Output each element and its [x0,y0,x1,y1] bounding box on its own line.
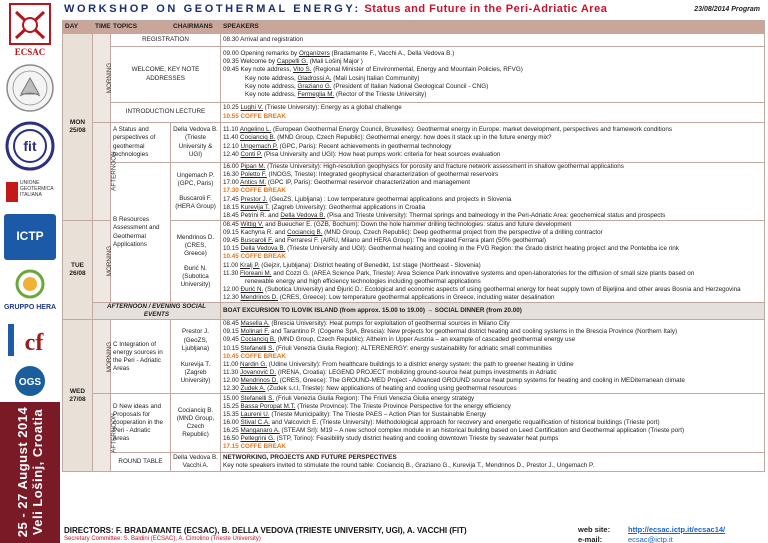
banner-place: Veli Lošinj, Croatia [30,408,45,536]
speaker-line [223,179,762,187]
title-main: WORKSHOP ON GEOTHERMAL ENERGY: [64,3,361,15]
speaker-text: 09.15 Kachyna R. and [223,229,288,237]
speaker-line [223,171,762,179]
cf-logo-text: cf [24,330,44,356]
footer-directors: DIRECTORS: F. BRADAMANTE (ECSAC), B. DELLA VEDOVA (TRIESTE UNIVERSITY, UGI), A. VACCHI (FIT) [64,526,467,535]
speaker-text: 09.45 [223,336,241,344]
session-c-chair-1: Prestor J. (GeoZS, Ljubljana) [181,328,210,352]
fit-logo-text: fit [23,138,37,154]
period-wed-afternoon [93,394,118,472]
speaker-text: and Ferraresi F. (AIRU, Milano and HERA Group): The integrated Ferrara plant (50% geothermal) [273,237,546,245]
session-b-chair-3: Mendrinos D. (CRES, Greece) [176,234,215,258]
coffee-break-line: 17.15 COFFE BREAK [223,443,286,451]
speaker-text: (Udine University): From healthcare buildings to a district energy system: the path to greener heating in Udine [267,360,574,368]
social-text [221,303,765,320]
header-time: TIME [93,21,111,34]
speaker-text: 11.30 [223,269,241,277]
speaker-text: (Brescia University): Heat pumps for exploitation of geothermal sources in Milano City [269,320,510,328]
speaker-text: 12.30 [223,293,241,301]
speaker-line [223,104,762,112]
speaker-line [223,134,762,142]
session-d-topic: D New ideas and Proposals for cooperation in the Peri - Adriatic Areas [111,394,171,453]
speaker-text: (IRENA, Croatia): LEGEND PROJECT mobilizing ground-source heat pumps investments in Adriatic [276,368,557,376]
speaker-text: 11.40 [223,134,241,142]
ugi-emblem-icon [4,178,56,208]
speaker-text: (Zudek s.r.l, Trieste): New applications of heating and cooling using geothermal resources [265,385,517,393]
coffee-break-line: 17.30 COFFE BREAK [223,187,286,195]
logo-column [0,0,60,543]
speaker-line [223,419,762,427]
speaker-line [223,345,762,353]
speaker-text: 15.25 [223,402,241,410]
speaker-name: Wittig V. [240,221,264,229]
coffee-break-line: 10.45 COFFE BREAK [223,253,286,261]
speaker-line [223,58,762,66]
speaker-text: 08.45 [223,221,241,229]
speaker-name: Organizers [298,50,330,58]
period-label: MORNING [106,341,114,372]
speaker-text: 12.00 [223,376,241,384]
speaker-text: (CRES, Greece): The GROUND-MED Project - Advanced GROUND source heat pump systems for heating and cooling in MEDiterranean climate [277,376,685,384]
session-c-topic: C Integration of energy sources in the Peri - Adriatic Areas [111,320,171,394]
speaker-line [223,395,762,403]
speaker-line [223,336,762,344]
day-wednesday [63,320,93,472]
speaker-line [223,229,762,237]
session-a-row [63,123,765,163]
speaker-text: Key note address, [245,74,298,82]
speaker-text: 18.15 [223,203,241,211]
speaker-name: Jovanović D. [240,368,277,376]
session-c-chairs [171,320,221,394]
speaker-name: Lughi V. [240,104,264,112]
speaker-text: and Tarantino P. (Cogeme SpA, Brescia): New projects for geothermal district heating and cooling systems in the Brescia Province (Northern Italy) [269,328,678,336]
day-tuesday-label: TUE 26/08 [69,262,86,278]
banner-text [15,407,45,537]
speaker-line [223,75,762,83]
speaker-line [223,66,762,74]
speaker-name: Poletto F. [240,171,267,179]
speaker-text: Key note address, [245,82,298,90]
day-monday [63,34,93,221]
speaker-text: Key note address, [245,90,298,98]
speaker-text: 09.15 [223,328,241,336]
hera-logo-text: GRUPPO HERA [4,304,56,311]
fit-emblem-icon [4,120,56,172]
period-mon-afternoon [93,123,118,221]
period-label: MORNING [106,246,114,277]
speaker-text: 09.35 Welcome by [223,58,277,66]
speaker-text: 12.30 [223,385,241,393]
speaker-line [223,91,762,99]
ogs-logo-text: OGS [18,377,42,388]
ictp-logo [4,214,56,260]
session-b-tue-chairs [171,221,221,303]
registration-line: 08.30 Arrival and registration [223,35,304,43]
speaker-line [223,245,762,253]
losinj-seal-logo [4,62,56,114]
ictp-logo-text: ICTP [16,229,44,243]
hera-emblem-icon [4,268,56,312]
speaker-text: (Mali Lošinj Major ) [307,58,363,66]
speaker-text: (Rector of the Trieste University) [334,90,427,98]
speaker-text: and Valcovich E. (Trieste University): Methodological approach for recovery and energetic requalification of historical buildings (Trieste port) [269,419,660,427]
roundtable-row [63,453,765,472]
speaker-name: Đurić N. [240,285,264,293]
speaker-text: (Subotica University) and Đjurić D.: Ecological and economic aspects of using geothermal energy for heat supply town of Bijeljina and other areas Bosnia and Herzegovina [263,285,741,293]
speaker-line [223,212,762,220]
social-label: AFTERNOON / EVENING SOCIAL EVENTS [93,303,221,320]
speaker-name: Antics M. [240,179,267,187]
header-speakers: SPEAKERS [221,21,765,34]
speaker-name: Mendrinos D. [240,293,278,301]
speaker-text: (Trieste Province): The Trieste Province Perspective for the energy efficiency [295,402,511,410]
speaker-text: 18.45 Petrini R. and [223,211,281,219]
speaker-text: 09.45 Key note address, [223,66,294,74]
speaker-text: 16.00 [223,163,241,171]
speaker-text: (Bradamante F., Vacchi A., Della Vedova B.) [329,50,455,58]
website-label: web site: [578,525,611,534]
speaker-name: Fermeglia M. [297,90,335,98]
session-a-topic: A Status and perspectives of geothermal technologies [111,123,171,163]
speaker-name: Stival C.A. [240,419,270,427]
ecsac-emblem-icon [4,2,56,58]
page-title [64,3,607,15]
intro-speakers [221,103,765,123]
speaker-text: 10.25 [223,104,241,112]
speaker-text: 16.00 [223,419,241,427]
welcome-topic-label: WELCOME, KEY NOTE ADDRESSES [131,66,200,82]
speaker-text: 12.40 [223,150,241,158]
speaker-text: 10.15 [223,344,241,352]
speaker-text: (European Geothermal Energy Council, Bruxelles): Geothermal energy in Europe: market development, perspectives and framework conditions [271,126,672,134]
speaker-text: (Trieste University and UGI): Geothermal heating and cooling in the FVG Region: the Grado district heating project and the Pontebba ice rink [285,245,679,253]
social-line: BOAT EXCURSION TO ILOVIK ISLAND (from approx. 15.00 to 19.00) → SOCIAL DINNER (from 20.00) [223,307,522,315]
speaker-name: Cocianciq B. [240,336,276,344]
speaker-text: and Bueucher E. (GZB, Bochum): Down the hole hammer drilling technologies: status and future development [263,221,572,229]
speaker-text: 11.00 [223,261,241,269]
welcome-topic [111,47,221,103]
seal-icon [4,62,56,114]
speaker-text: 16.50 [223,435,241,443]
speaker-name: Pipan M. [240,163,266,171]
speaker-name: Prestor J. [240,195,268,203]
session-c-row [63,320,765,394]
speaker-line [223,83,762,91]
speaker-text: 17.45 [223,195,241,203]
speaker-name: Angelino L. [239,126,272,134]
session-b-mon-speakers [221,163,765,221]
period-tue-morning [93,221,114,303]
speaker-text: (Friuli Venezia Giulia Region): ALTERENERGY: energy sustainability for adriatic small communities [274,344,552,352]
registration-row [63,34,765,47]
speaker-line [223,320,762,328]
speaker-text: (GPC, Paris): Recent achievements in geothermal technology [277,142,452,150]
period-label: MORNING [106,62,114,94]
speaker-line [223,328,762,336]
hera-logo [4,268,56,312]
ugi-logo-text: UNIONE GEOTERMICA ITALIANA [20,180,54,198]
speaker-text: (STP, Torino): Feasibility study district heating and cooling downtown Trieste by seawater heat pumps [274,435,559,443]
speaker-line [223,411,762,419]
speaker-text: (MND Group, Czech Republic): Deep geothermal project from the perspective of a drilling contractor [322,229,603,237]
event-banner [0,402,60,543]
session-c-speakers [221,320,765,394]
speaker-text: (MND Group, Czech Republic): Geothermal energy: how does it stack up in the future energy mix? [275,134,552,142]
roundtable-text [221,453,765,472]
day-monday-label: MON 25/08 [69,118,86,134]
registration-label: REGISTRATION [111,34,221,47]
speaker-text: (CRES, Greece): Low temperature geothermal applications in Greece, including water desalination [277,293,555,301]
roundtable-chair: Della Vedova B. Vacchi A. [171,453,221,472]
banner-dates: 25 - 27 August 2014 [15,406,30,538]
speaker-name: Molinari F. [240,328,270,336]
speaker-line [223,294,762,302]
speaker-text: (Pisa University and UGI): How heat pumps work: criteria for heat sources evaluation [262,150,501,158]
speaker-line [223,286,762,294]
speaker-text: (GeoZS, Ljubljana) : Low temperature geothermal applications and projects in Slovenia [267,195,512,203]
ogs-logo [4,364,56,398]
speaker-line: renewable energy and high efficiency technologies including geothermal applications [245,277,481,285]
speaker-name: Cocianciq B. [287,229,323,237]
speaker-line [223,361,762,369]
speaker-line [223,270,762,278]
coffee-break-line: 10.45 COFFE BREAK [223,352,286,360]
roundtable-topic: ROUND TABLE [111,453,171,472]
speaker-text: (Trieste Municipality): The Trieste PAES – Action Plan for Sustainable Energy [269,411,487,419]
speaker-text: (INOGS, Trieste): Integrated geophysical characterization of geothermal reservoirs [266,171,499,179]
speaker-text: 15.00 [223,394,241,402]
coffee-break-line: 10.55 COFFE BREAK [223,112,286,120]
roundtable-title: NETWORKING, PROJECTS AND FUTURE PERSPECTIVES [223,454,397,462]
session-b-topic: B Resources Assessment and Geothermal Applications [111,163,171,303]
email-link[interactable]: ecsac@ictp.it [628,535,673,543]
speaker-text: 08.45 [223,320,241,328]
header-row [63,21,765,34]
period-mon-morning [93,34,114,123]
footer-secretary: Secretary Committee: S. Baldini (ECSAC), A. Cimolino (Trieste University) [64,536,261,542]
period-label: AFTERNOON [110,412,118,453]
speaker-name: Graziano G. [297,82,332,90]
day-wednesday-label: WED 27/08 [69,387,86,403]
speaker-name: Gladrossi A. [297,74,332,82]
speaker-text: 16.25 [223,427,241,435]
speaker-text: (STEAM Srl): M19 – A new school complex module in an historical building based on Leed Certification and Geothermal application (Trieste port) [279,427,685,435]
session-c-chair-2: Kurevija T. (Zagreb University) [180,360,211,384]
program-date: 23/08/2014 Program [694,6,760,13]
speaker-name: Nardin G. [240,360,267,368]
intro-row [63,103,765,123]
speaker-text: (Trieste University): Energy as a global challenge [263,104,402,112]
session-a-speakers [221,123,765,163]
speaker-line [223,126,762,134]
speaker-text: 11.30 [223,368,241,376]
speaker-text: and Cozzi G. (AREA Science Park, Trieste): Area Science Park innovative systems and open-laboratories for the diffusion of small size plants based on [271,269,695,277]
speaker-line [223,385,762,393]
speaker-name: Buscaroli F. [240,237,274,245]
intro-topic [111,103,221,123]
speaker-text: 12.00 [223,285,241,293]
speaker-text: (Pisa and Trieste University): Thermal springs and balneology in the Peri-Adriatic Area: geochemical status and prospects [325,211,666,219]
title-subtitle: Status and Future in the Peri-Adriatic Area [360,3,608,15]
speaker-text: (MND Group, Czech Republic): Altheim in Upper Austria – an example of cascaded geothermal energy use [275,336,576,344]
speaker-name: Stefanelli S. [240,344,275,352]
speaker-name: Manganaro A. [240,427,280,435]
speaker-name: Della Vedova B. [280,211,326,219]
speaker-line [223,50,762,58]
speaker-name: Ungemach P. [240,142,278,150]
speaker-line [223,221,762,229]
registration-text [221,34,765,47]
speaker-text: 10.15 [223,245,241,253]
speaker-name: Conti P. [240,150,263,158]
speaker-text: 11.00 [223,360,241,368]
ogs-emblem-icon [4,364,56,398]
speaker-text: 09.00 Opening remarks by [223,50,299,58]
session-d-speakers [221,394,765,453]
speaker-text: (Mali Losinj Italian Community) [331,74,420,82]
speaker-line [223,163,762,171]
period-label: AFTERNOON [110,151,118,192]
speaker-text: 17.00 [223,179,241,187]
session-b-chair-4: Đurić N. (Subotica University) [180,264,211,288]
speaker-name: Kralj P. [240,261,260,269]
speaker-text: (Trieste University): High-resolution geophysics for porosity and fracture network assessment in shallow geothermal applications [265,163,624,171]
speaker-text: (President of Italian National Geological Council - CNG) [331,82,489,90]
speaker-name: Pellegrini G. [240,435,275,443]
speaker-text: (GPC IP, Paris): Geothermal reservoir characterization and management [266,179,470,187]
speaker-name: Floreani M. [240,269,272,277]
day-tuesday [63,221,93,320]
cf-logo [4,318,56,360]
social-row [63,303,765,320]
session-b-chair-1: Ungemach P. (GPC, Paris) [176,172,215,188]
speaker-line [223,427,762,435]
welcome-speakers [221,47,765,103]
session-d-chair: Cocianciq B. (MND Group, Czech Republic) [171,394,221,453]
session-b-mon-chairs [171,163,221,221]
speaker-text: (Friuli Venezia Giulia Region): The Friuli Venezia Giulia energy strategy [274,394,475,402]
session-b-chair-2: Buscaroli F. (HERA Group) [175,194,216,210]
speaker-line [223,196,762,204]
schedule-table [62,20,765,472]
speaker-line [223,377,762,385]
speaker-text: 11.10 [223,126,240,134]
header-day: DAY [63,21,93,34]
period-wed-morning [93,320,114,394]
speaker-text: 12.10 [223,142,241,150]
speaker-name: Cappelli G. [276,58,308,66]
speaker-line [223,237,762,245]
website-link[interactable]: http://ecsac.ictp.it/ecsac14/ [628,525,726,534]
speaker-line [223,204,762,212]
speaker-name: Vito S. [293,66,312,74]
session-a-chair: Della Vedova B. (Trieste University & UGI) [171,123,221,163]
speaker-line [223,403,762,411]
ecsac-logo-text: ECSAC [14,47,46,57]
speaker-text: 09.45 [223,237,241,245]
roundtable-desc: Key note speakers invited to stimulate the round table: Cocianciq B., Graziano G., Kurevija T., Mendrinos D., Prestor J., Ungemach P. [223,462,595,470]
speaker-name: Bassa Poropat M.T. [240,402,296,410]
speaker-line [223,151,762,159]
speaker-text: 16.30 [223,171,241,179]
speaker-text: (Gejzir, Ljubljana): District heating of Benedikt, 1st stage (Northeast - Slovenia) [259,261,481,269]
speaker-line [223,435,762,443]
speaker-name: Della Vedova B. [240,245,286,253]
session-b-tue-speakers [221,221,765,303]
speaker-line [223,143,762,151]
session-b-mon-row [63,163,765,221]
session-d-row [63,394,765,453]
header-topics: TOPICS [111,21,171,34]
fit-logo [4,120,56,172]
speaker-line [223,369,762,377]
speaker-text: 15.35 [223,411,241,419]
speaker-name: Stefanelli S. [240,394,275,402]
speaker-text: (Regional Minister of Environmental, Energy and Mountain Policies, RFVG) [311,66,523,74]
speaker-line [223,262,762,270]
ugi-logo [4,178,56,208]
speaker-name: Laureni U. [240,411,270,419]
speaker-name: Zudek A. [240,385,266,393]
speaker-name: Mendrinos D. [240,376,278,384]
cf-emblem-icon [4,318,56,360]
intro-topic-label: INTRODUCTION LECTURE [125,108,206,116]
email-label: e-mail: [578,535,603,543]
header-chairmans: CHAIRMANS [171,21,221,34]
welcome-row [63,47,765,103]
speaker-name: Cocianciq B. [240,134,276,142]
speaker-text: (Zagreb University): Geothermal applications in Croatia [269,203,426,211]
ecsac-logo [4,2,56,58]
speaker-name: Kurevija T. [240,203,270,211]
speaker-name: Masella A. [240,320,270,328]
